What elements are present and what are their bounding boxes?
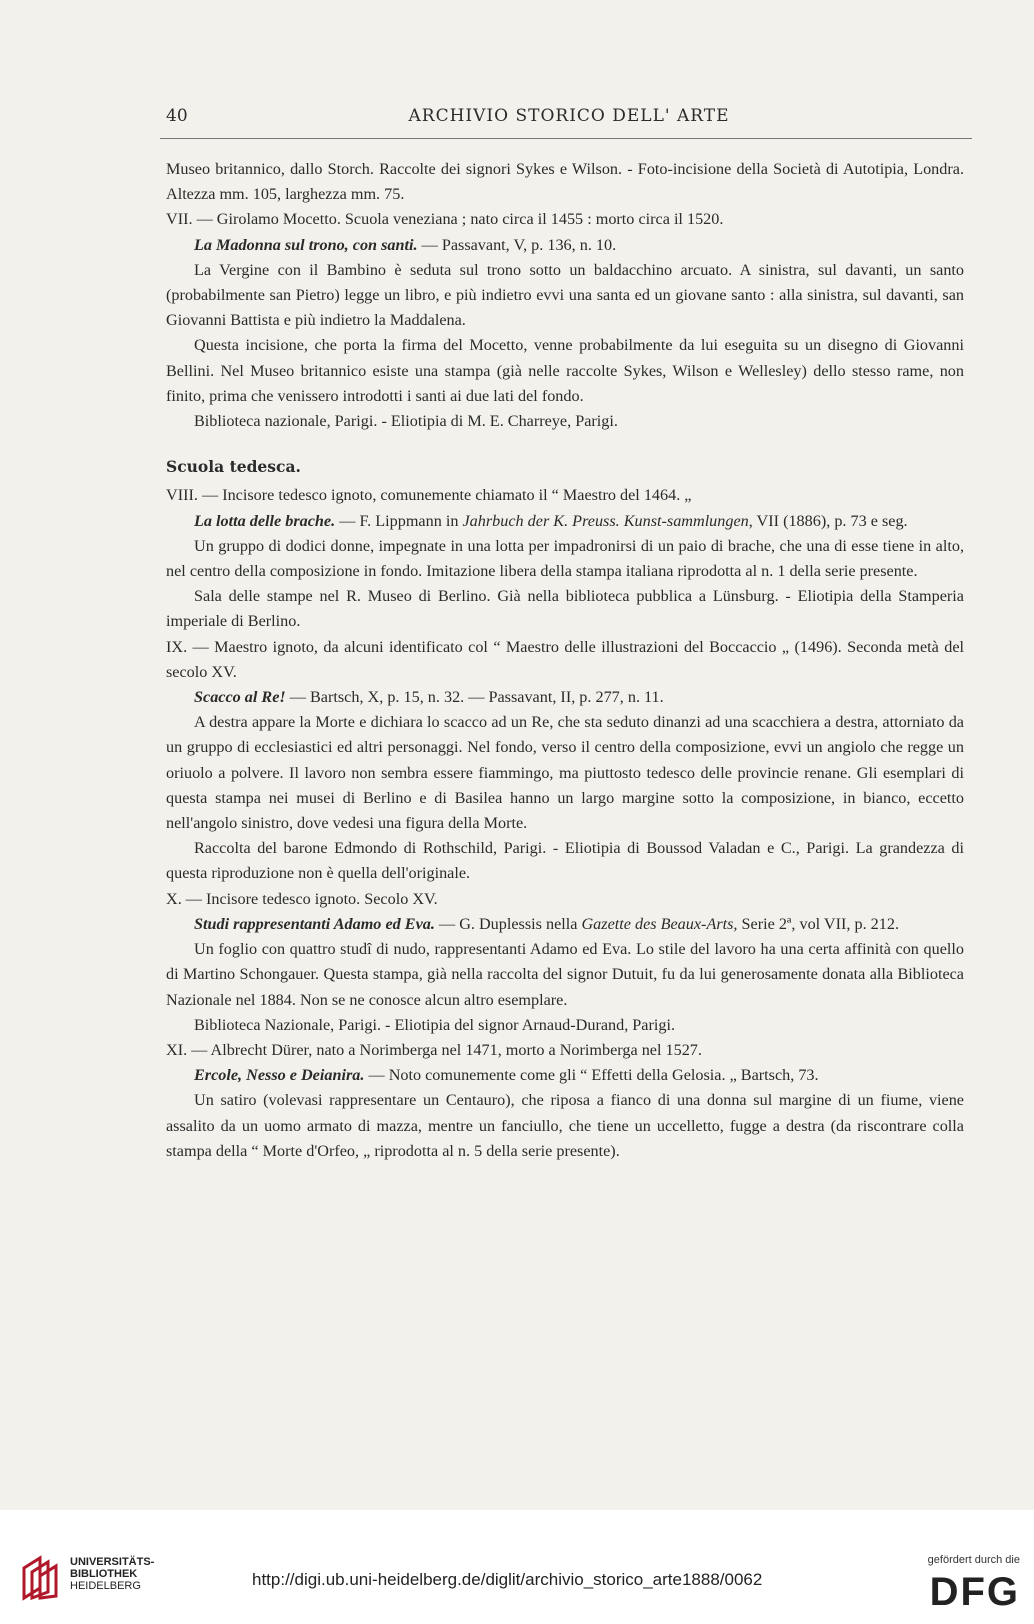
work-title: Studi rappresentanti Adamo ed Eva. <box>194 914 435 933</box>
entry-title-line: La lotta delle brache. — F. Lippmann in Jahrbuch der K. Preuss. Kunst-sammlungen, VII (1886), p. 73 e seg. <box>194 511 908 530</box>
work-title: Ercole, Nesso e Deianira. <box>194 1066 365 1085</box>
paragraph: XI. — Albrecht Dürer, nato a Norimberga nel 1471, morto a Norimberga nel 1527. <box>166 1040 702 1059</box>
section-heading: Scuola tedesca. <box>166 457 301 477</box>
paragraph: VII. — Girolamo Mocetto. Scuola veneziana ; nato circa il 1455 : morto circa il 1520. <box>166 210 724 229</box>
paragraph: Sala delle stampe nel R. Museo di Berlino. Già nella biblioteca pubblica a Lünsburg. - Eliotipia della Stamperia imperiale di Berlino. <box>166 587 964 631</box>
paragraph: Un satiro (volevasi rappresentare un Centauro), che riposa a fianco di una donna sul margine di un fiume, viene assalito da un uomo armato di mazza, mentre un fanciullo, che tiene un uccelletto, fugge a destra (da riscontrare colla stampa della “ Morte d'Orfeo, „ riprodotta al n. 5 della serie presente). <box>166 1091 964 1160</box>
paragraph: Museo britannico, dallo Storch. Raccolte dei signori Sykes e Wilson. - Foto-incisione della Società di Autotipia, Londra. Altezza mm. 105, larghezza mm. 75. <box>166 160 964 204</box>
source-url-link[interactable]: http://digi.ub.uni-heidelberg.de/diglit/archivio_storico_arte1888/0062 <box>252 1570 763 1589</box>
paragraph: Raccolta del barone Edmondo di Rothschild, Parigi. - Eliotipia di Boussod Valadan e C., Parigi. La grandezza di questa riproduzione non è quella dell'originale. <box>166 839 964 883</box>
entry-title-line: La Madonna sul trono, con santi. — Passavant, V, p. 136, n. 10. <box>194 235 617 254</box>
footer-bar <box>0 1510 1034 1624</box>
paragraph: Un gruppo di dodici donne, impegnate in una lotta per impadronirsi di un paio di brache, che una di esse tiene in alto, nel centro della composizione in fondo. Imitazione libera della stampa italiana riprodotta al n. 1 della serie presente. <box>166 536 964 581</box>
paragraph: La Vergine con il Bambino è seduta sul trono sotto un baldacchino arcuato. A sinistra, sul davanti, un santo (probabilmente san Pietro) legge un libro, e più indietro evvi una santa ed un giovane santo : alla sinistra, sul davanti, san Giovanni Battista e più indietro la Maddalena. <box>166 260 964 330</box>
library-name: UNIVERSITÄTS- BIBLIOTHEK HEIDELBERG <box>70 1556 155 1592</box>
work-title: La lotta delle brache. <box>194 511 336 530</box>
paragraph: VIII. — Incisore tedesco ignoto, comunemente chiamato il “ Maestro del 1464. „ <box>166 486 692 505</box>
journal-title: Gazette des Beaux-Arts, <box>581 914 738 933</box>
paragraph: Biblioteca Nazionale, Parigi. - Eliotipia del signor Arnaud-Durand, Parigi. <box>194 1015 676 1034</box>
work-title: Scacco al Re! <box>194 688 286 707</box>
journal-title: Jahrbuch der K. Preuss. Kunst-sammlungen <box>462 511 749 530</box>
page-number: 40 <box>166 106 188 126</box>
library-logo-icon <box>20 1554 62 1602</box>
paragraph: Questa incisione, che porta la firma del Mocetto, venne probabilmente da lui eseguita su un disegno di Giovanni Bellini. Nel Museo britannico esiste una stampa (già nelle raccolte Sykes, Wilson e Wellesley) dello stesso rame, non finito, prima che venissero introdotti i santi ai due lati del fondo. <box>166 336 964 405</box>
paragraph: Biblioteca nazionale, Parigi. - Eliotipia di M. E. Charreye, Parigi. <box>194 412 618 431</box>
entry-title-line: Ercole, Nesso e Deianira. — Noto comunemente come gli “ Effetti della Gelosia. „ Bartsch, 73. <box>194 1066 819 1085</box>
entry-title-line: Scacco al Re! — Bartsch, X, p. 15, n. 32. — Passavant, II, p. 277, n. 11. <box>194 688 664 707</box>
paragraph: Un foglio con quattro studî di nudo, rappresentanti Adamo ed Eva. Lo stile del lavoro ha una certa affinità con quello di Martino Schongauer. Questa stampa, già nella raccolta del signor Dutuit, fu da lui generosamente donata alla Biblioteca Nazionale nel 1884. Non se ne conosce alcun altro esemplare. <box>166 940 964 1009</box>
funding-note: gefördert durch die <box>927 1554 1020 1566</box>
work-title: La Madonna sul trono, con santi. <box>194 235 418 254</box>
body-text <box>166 157 964 1164</box>
paragraph: X. — Incisore tedesco ignoto. Secolo XV. <box>166 889 438 908</box>
entry-title-line: Studi rappresentanti Adamo ed Eva. — G. Duplessis nella Gazette des Beaux-Arts, Serie 2ª, vol VII, p. 212. <box>194 914 900 933</box>
page-header <box>166 106 972 136</box>
paragraph: A destra appare la Morte e dichiara lo scacco ad un Re, che sta seduto dinanzi ad una scacchiera a destra, attorniato da un gruppo di ecclesiastici ed altri personaggi. Nel fondo, verso il centro della composizione, evvi un angiolo che regge un oriuolo a polvere. Il lavoro non sembra essere fiammingo, ma piuttosto tedesco delle provincie renane. Gli esemplari di questa stampa nei musei di Berlino e di Basilea hanno un largo margine sotto la composizione, in bianco, eccetto nell'angolo sinistro, dove vedesi una figura della Morte. <box>166 713 964 833</box>
dfg-logo: DFG <box>929 1570 1020 1614</box>
paragraph: IX. — Maestro ignoto, da alcuni identificato col “ Maestro delle illustrazioni del Boccaccio „ (1496). Seconda metà del secolo XV. <box>166 637 964 681</box>
header-rule <box>160 138 972 139</box>
running-title: ARCHIVIO STORICO DELL' ARTE <box>408 106 730 126</box>
